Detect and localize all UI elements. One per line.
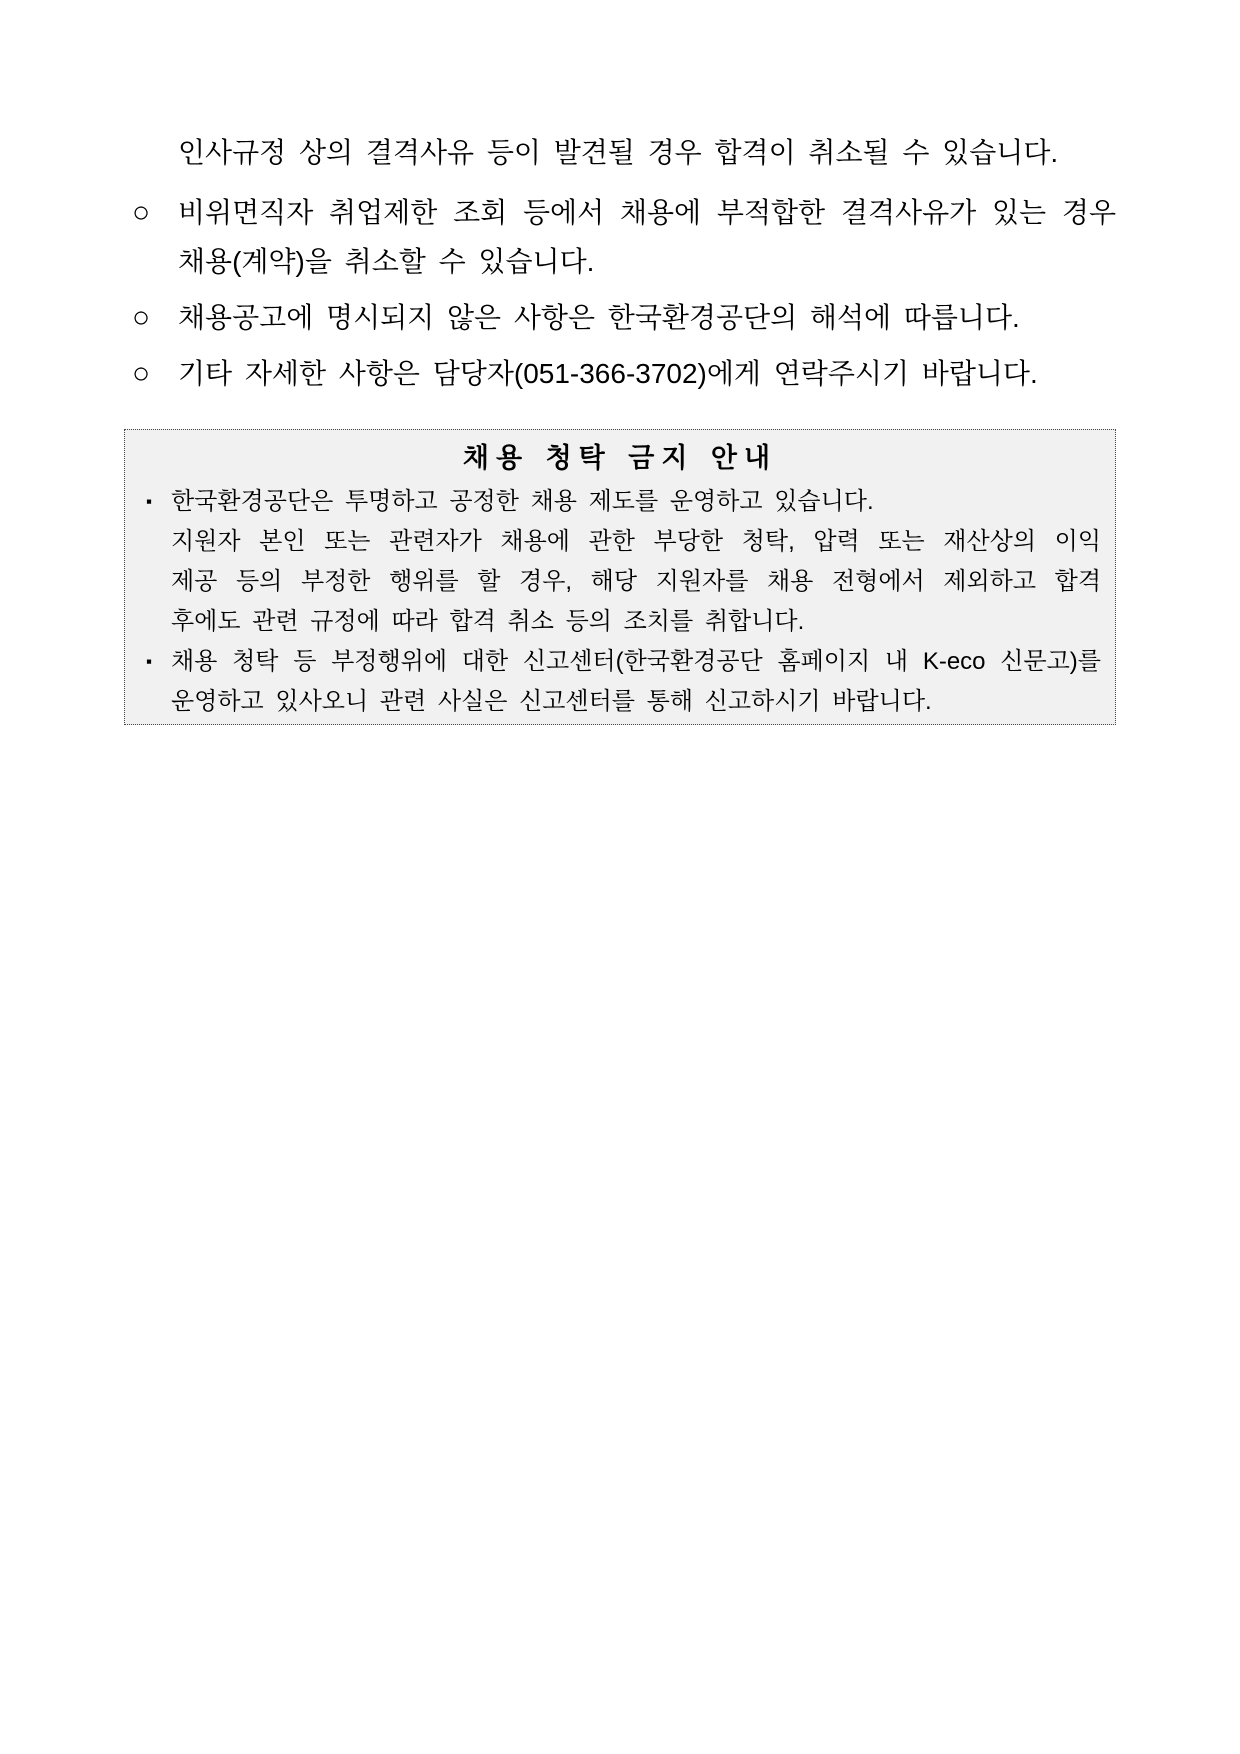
circle-bullet-icon: ○ [132,357,151,390]
notice-item-report-center [139,642,1101,722]
notice-text-line: 운영하고 있사오니 관련 사실은 신고센터를 통해 신고하시기 바랍니다. [171,688,932,715]
notice-text-line: 한국환경공단은 투명하고 공정한 채용 제도를 운영하고 있습니다. [171,488,874,515]
notice-text-line: 채용 청탁 등 부정행위에 대한 신고센터(한국환경공단 홈페이지 내 K-eco 신문고)를 [171,648,1101,675]
notice-text-line: 후에도 관련 규정에 따라 합격 취소 등의 조치를 취합니다. [171,608,805,635]
recruitment-solicitation-notice-box [124,429,1116,725]
notice-box-title: 채용 청탁 금지 안내 [462,443,778,473]
intro-continuation-line: 인사규정 상의 결격사유 등이 발견될 경우 합격이 취소될 수 있습니다. [178,137,1059,168]
notice-item-fair-recruitment [139,482,1101,642]
bullet-item-disqualification [124,188,1116,286]
bullet-text-line: 채용(계약)을 취소할 수 있습니다. [178,246,595,277]
bullet-item-interpretation [124,293,1116,342]
circle-bullet-icon: ○ [132,196,151,229]
bullet-text-line: 비위면직자 취업제한 조회 등에서 채용에 부적합한 결격사유가 있는 경우 [178,197,1116,228]
notice-text-line: 지원자 본인 또는 관련자가 채용에 관한 부당한 청탁, 압력 또는 재산상의 이익 [171,528,1101,555]
bullet-text-line: 채용공고에 명시되지 않은 사항은 한국환경공단의 해석에 따릅니다. [178,302,1020,333]
circle-bullet-icon: ○ [132,301,151,334]
notice-text-line: 제공 등의 부정한 행위를 할 경우, 해당 지원자를 채용 전형에서 제외하고 합격 [171,568,1101,595]
document-content [0,0,1240,725]
square-bullet-icon: ▪ [146,492,153,511]
square-bullet-icon: ▪ [146,652,153,671]
bullet-text-line: 기타 자세한 사항은 담당자(051-366-3702)에게 연락주시기 바랍니다. [178,358,1038,389]
bullet-item-contact [124,349,1116,398]
